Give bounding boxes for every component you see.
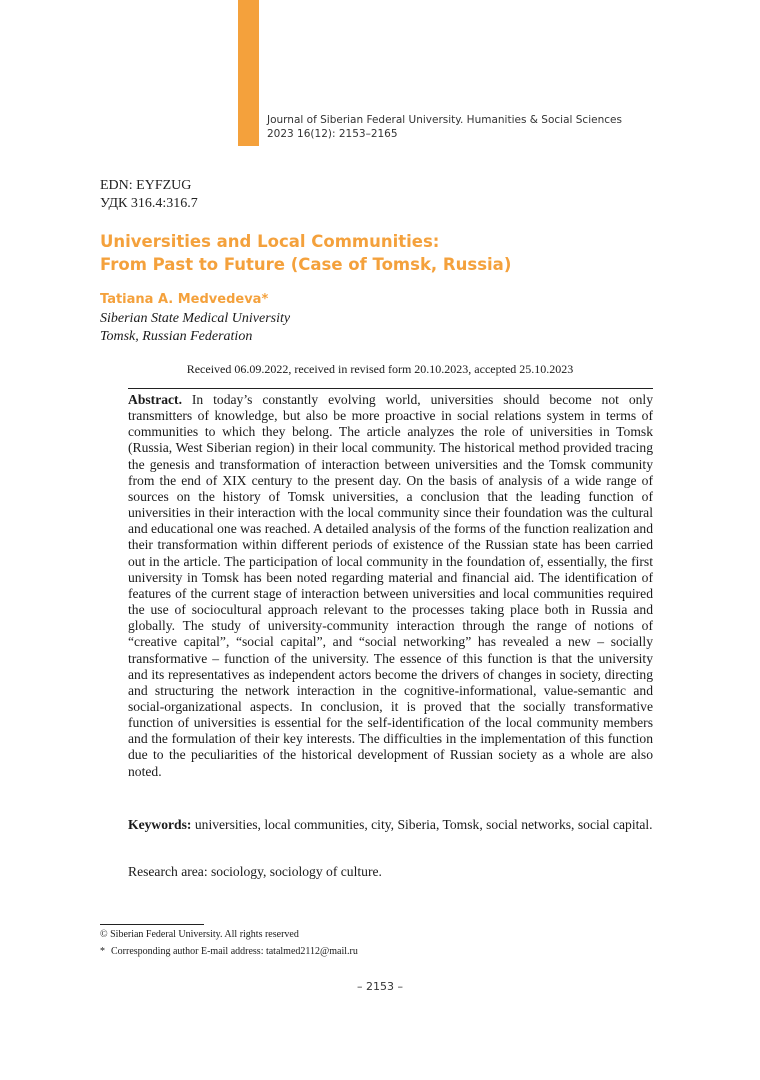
corresponding-author-footnote xyxy=(100,946,358,957)
journal-issue: 2023 16(12): 2153–2165 xyxy=(267,128,398,140)
author-affiliation xyxy=(100,310,290,346)
abstract-divider xyxy=(128,388,653,389)
research-area: Research area: sociology, sociology of culture. xyxy=(128,864,382,879)
footnote-divider xyxy=(100,924,204,925)
edn-code: EDN: EYFZUG xyxy=(100,178,192,193)
identifiers xyxy=(100,177,198,213)
abstract xyxy=(128,392,653,780)
keywords xyxy=(128,817,653,833)
title-line-1: Universities and Local Communities: xyxy=(100,232,440,251)
abstract-text: In today’s constantly evolving world, universities should become not only transmitters of knowledge, but also be more proactive in social relations system in terms of communities to which they belong. The article analyzes the role of universities in Tomsk (Russia, West Siberian region) in their local community. The historical method provided tracing the genesis and transformation of interaction between universities and the Tomsk community from the end of XIX century to the present day. On the basis of analysis of a wide range of sources on the history of Tomsk universities, a conclusion that the leading function of universities in their interaction with the local community since their foundation was the cultural and educational one was reached. A detailed analysis of the forms of the function realization and their transformation within different periods of existence of the Russian state has been carried out in the article. The participation of local community in the foundation of, essentially, the first university in Tomsk has been noted regarding material and financial aid. The identification of features of the current stage of interaction between universities and local communities required the use of sociocultural approach relevant to the processes taking place both in Russia and globally. The study of university-community interaction through the range of notions of “creative capital”, “social capital”, and “social networking” has revealed a new – socially transformative – function of the university. The essence of this function is that the university and its representatives as independent actors become the drivers of changes in society, directing and structuring the network interaction in the cognitive-informational, value-semantic and social-organizational aspects. In conclusion, it is proved that the socially transformative function of universities is essential for the self-identification of the local community members and the formulation of their key interests. The difficulties in the implementation of this function due to the peculiarities of the historical development of Russian society as a whole are also noted. xyxy=(128,392,653,779)
copyright-footnote: © Siberian Federal University. All rights reserved xyxy=(100,929,299,940)
affiliation-location: Tomsk, Russian Federation xyxy=(100,329,253,344)
page-number: – 2153 – xyxy=(357,980,403,993)
keywords-text: universities, local communities, city, Siberia, Tomsk, social networks, social capital. xyxy=(194,817,653,832)
journal-name: Journal of Siberian Federal University. Humanities & Social Sciences xyxy=(267,114,622,126)
author-name: Tatiana A. Medvedeva* xyxy=(100,292,269,307)
affiliation-institution: Siberian State Medical University xyxy=(100,311,291,326)
corresponding-email: Corresponding author E-mail address: tatalmed2112@mail.ru xyxy=(111,946,358,957)
footnote-star: * xyxy=(100,946,105,957)
received-dates: Received 06.09.2022, received in revised form 20.10.2023, accepted 25.10.2023 xyxy=(186,362,574,376)
article-title xyxy=(100,230,511,276)
journal-accent-bar xyxy=(238,0,259,146)
title-line-2: From Past to Future (Case of Tomsk, Russia) xyxy=(100,255,512,274)
journal-header xyxy=(267,113,622,141)
udk-code: УДК 316.4:316.7 xyxy=(100,196,198,211)
keywords-label: Keywords: xyxy=(128,817,192,832)
abstract-label: Abstract. xyxy=(128,392,182,407)
